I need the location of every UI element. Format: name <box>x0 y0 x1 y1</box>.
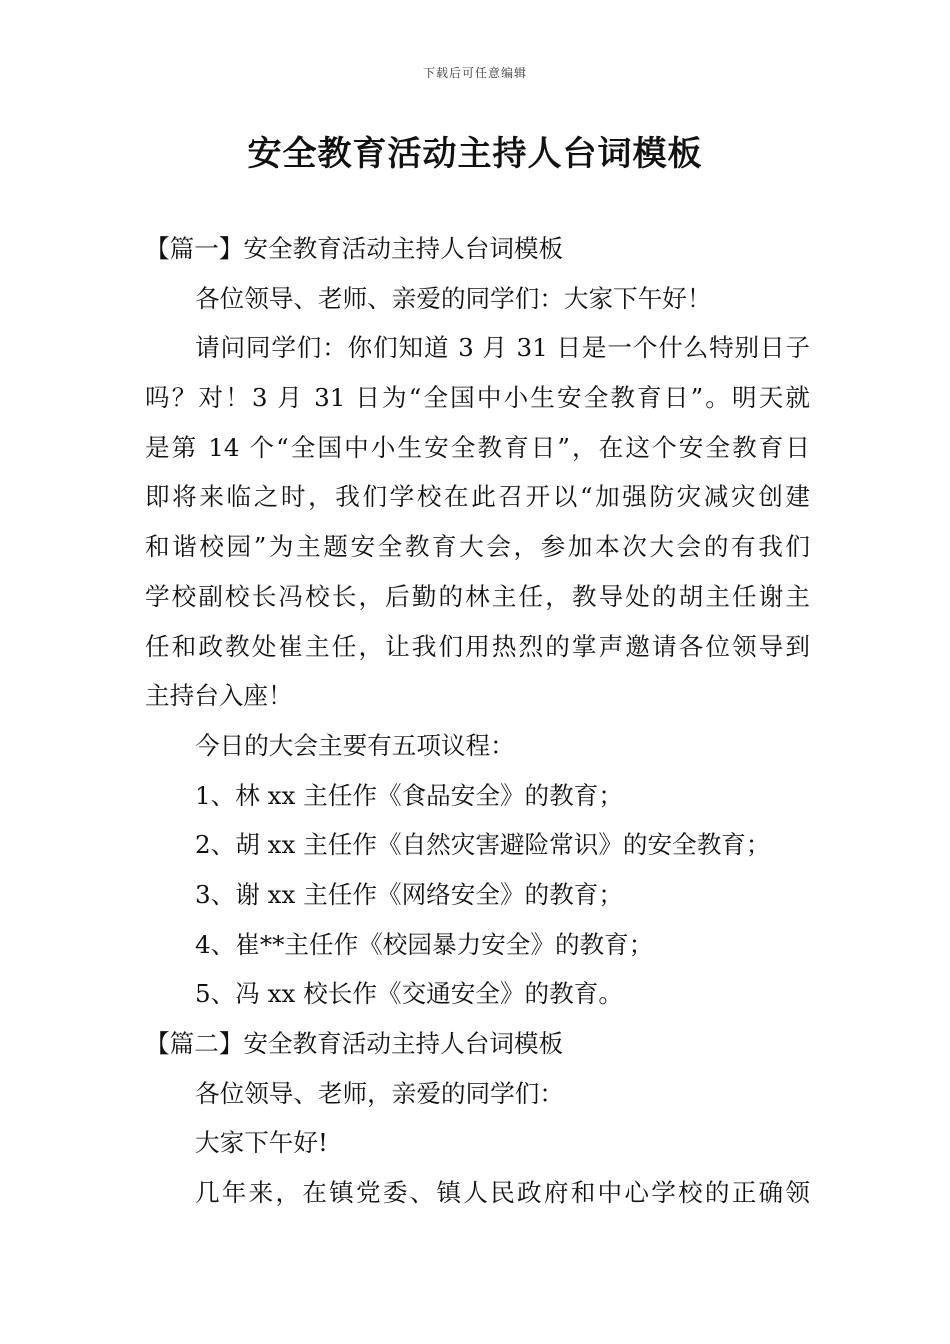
paragraph-line: 吗？对！3 月 31 日为“全国中小生安全教育日”。明天就 <box>145 383 810 413</box>
paragraph-line: 和谐校园”为主题安全教育大会，参加本次大会的有我们 <box>145 532 810 562</box>
paragraph-line: 今日的大会主要有五项议程： <box>195 730 515 760</box>
agenda-item: 4、崔**主任作《校园暴力安全》的教育； <box>195 929 654 959</box>
paragraph-line: 即将来临之时，我们学校在此召开以“加强防灾减灾创建 <box>145 482 810 512</box>
agenda-item: 5、冯 xx 校长作《交通安全》的教育。 <box>195 979 623 1009</box>
paragraph-line: 大家下午好! <box>195 1128 328 1158</box>
section-heading-2: 【篇二】安全教育活动主持人台词模板 <box>145 1029 564 1058</box>
agenda-item: 1、林 xx 主任作《食品安全》的教育； <box>195 780 623 810</box>
paragraph-line: 任和政教处崔主任，让我们用热烈的掌声邀请各位领导到 <box>145 631 810 661</box>
paragraph-line: 各位领导、老师、亲爱的同学们：大家下午好！ <box>195 283 712 313</box>
header-note: 下载后可任意编辑 <box>422 66 527 80</box>
paragraph-line: 主持台入座！ <box>145 681 293 711</box>
paragraph-line: 请问同学们：你们知道 3 月 31 日是一个什么特别日子 <box>195 333 810 363</box>
document-body <box>145 224 810 1218</box>
paragraph-line: 几年来，在镇党委、镇人民政府和中心学校的正确领 <box>195 1178 810 1208</box>
document-title: 安全教育活动主持人台词模板 <box>247 134 703 174</box>
agenda-item: 2、胡 xx 主任作《自然灾害避险常识》的安全教育； <box>195 830 771 860</box>
paragraph-line: 各位领导、老师，亲爱的同学们： <box>195 1078 564 1108</box>
paragraph-line: 是第 14 个“全国中小生安全教育日”，在这个安全教育日 <box>145 432 810 462</box>
paragraph-line: 学校副校长冯校长，后勤的林主任，教导处的胡主任谢主 <box>145 581 810 611</box>
agenda-item: 3、谢 xx 主任作《网络安全》的教育； <box>195 879 623 909</box>
section-heading-1: 【篇一】安全教育活动主持人台词模板 <box>145 234 564 263</box>
